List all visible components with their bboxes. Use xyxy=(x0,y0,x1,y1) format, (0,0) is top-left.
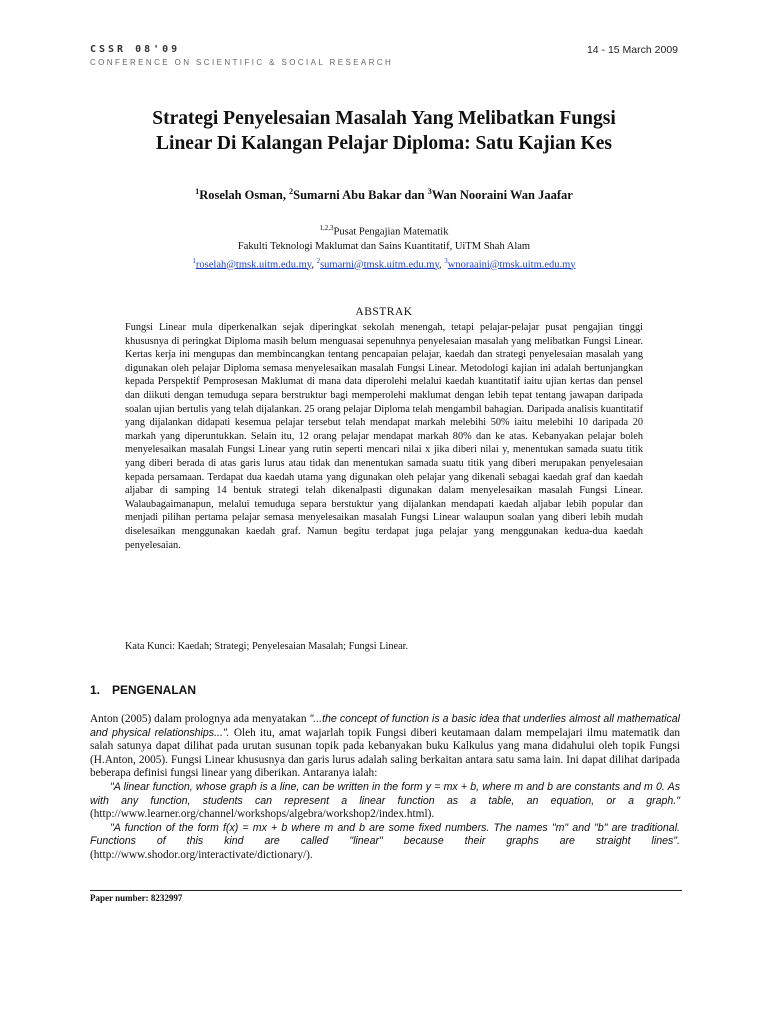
paper-number: Paper number: 8232997 xyxy=(90,893,183,903)
intro-text-a: Anton (2005) dalam prolognya ada menyatakan xyxy=(90,713,310,725)
affiliation xyxy=(90,221,678,272)
affiliation-sup: 1,2,3 xyxy=(319,224,334,232)
author-2-sup: 2 xyxy=(289,187,294,196)
intro-paragraph xyxy=(90,713,680,781)
affiliation-line-1: Pusat Pengajian Matematik xyxy=(333,226,449,238)
paper-title xyxy=(90,106,678,156)
section-number: 1. xyxy=(90,683,101,697)
email-link-3[interactable]: wnoraaini@tmsk.uitm.edu.my xyxy=(447,259,576,270)
intro-quote: "...the concept of function is a basic idea that underlies almost all mathematical and physical relationships...". xyxy=(90,713,680,739)
conference-name: CONFERENCE ON SCIENTIFIC & SOCIAL RESEARCH xyxy=(90,58,394,67)
journal-name: CSSR 08'09 xyxy=(90,44,181,55)
email-3-sup: 3 xyxy=(444,256,448,265)
section-title: PENGENALAN xyxy=(112,683,197,697)
author-list xyxy=(90,187,678,203)
definition-quote-2 xyxy=(90,822,680,863)
email-list: $^1$roselah@tmsk.uitm.edu.my, $^2$sumarni@tmsk.uitm.edu.my, $^3$wnoraaini@tmsk.uitm.edu.my xyxy=(192,256,576,270)
affiliation-line-2: Fakulti Teknologi Maklumat dan Sains Kuantitatif, UiTM Shah Alam xyxy=(237,240,531,252)
email-2-sup: 2 xyxy=(316,256,321,265)
author-1-sup: 1 xyxy=(195,187,200,196)
author-2: Sumarni Abu Bakar dan xyxy=(293,188,428,203)
quote-2-source: (http://www.shodor.org/interactivate/dictionary/). xyxy=(90,848,313,861)
definition-quote-1 xyxy=(90,781,680,822)
quote-1-text: "A linear function, whose graph is a line, can be written in the form y = mx + b, where m and b are constants and m 0. As with any function, students can represent a linear function as a table, an equation, or a graph." xyxy=(90,780,680,807)
intro-text-b: Oleh itu, amat wajarlah topik Fungsi diberi keutamaan dalam mempelajari ilmu matematik dan salah satunya dapat dilihat pada urutan susunan topik pada kebanyakan buku Kalkulus yang mana didahului oleh topik Fungsi (H.Anton, 2005). Fungsi Linear khususnya dan garis lurus adalah saling berkaitan antara satu sama lain. Ini dapat dilihat daripada beberapa definisi fungsi linear yang diberikan. Antaranya ialah: xyxy=(90,726,680,780)
author-1: Roselah Osman, xyxy=(199,188,290,203)
author-3: Wan Nooraini Wan Jaafar xyxy=(431,188,573,203)
author-3-sup: 3 xyxy=(427,187,432,196)
title-line-2: Linear Di Kalangan Pelajar Diploma: Satu Kajian Kes xyxy=(156,133,612,154)
title-line-1: Strategi Penyelesaian Masalah Yang Melibatkan Fungsi xyxy=(152,108,616,129)
email-1-sup: 1 xyxy=(192,256,196,265)
abstract-heading: ABSTRAK xyxy=(355,306,413,318)
introduction-body xyxy=(90,713,680,863)
quote-2-text: "A function of the form f(x) = mx + b where m and b are some fixed numbers. The names "m" and "b" are traditional. Functions of this kind are called "linear" because their graphs are straight lines". xyxy=(90,821,680,848)
footer-divider xyxy=(90,890,682,891)
keywords: Kata Kunci: Kaedah; Strategi; Penyelesaian Masalah; Fungsi Linear. xyxy=(125,641,409,652)
quote-1-source: (http://www.learner.org/channel/workshops/algebra/workshop2/index.html). xyxy=(90,808,435,821)
running-header xyxy=(90,44,678,58)
section-heading xyxy=(90,683,196,697)
email-link-1[interactable]: roselah@tmsk.uitm.edu.my xyxy=(195,259,312,270)
abstract-text: Fungsi Linear mula diperkenalkan sejak diperingkat sekolah menengah, tetapi pelajar-pelajar pusat pengajian tinggi khususnya di peringkat Diploma masih belum menguasai sepenuhnya penyelesaian masalah yang melibatkan Fungsi Linear. Kertas kerja ini mengupas dan membincangkan tentang pencapaian pelajar, kaedah dan strategi penyelesaian masalah yang digunakan oleh pelajar Diploma semasa menyelesaikan masalah Fungsi Linear. Metodologi kajian ini adalah bertunjangkan kepada Perspektif Pemprosesan Maklumat di mana data diperolehi melalui kaedah kuantitatif iaitu ujian kertas dan pensel dan diikuti dengan temuduga separa berstruktur bagi memperolehi maklumat dengan lebih tepat tentang jawapan daripada soalan ujian bertulis yang telah dijalankan. 25 orang pelajar Diploma telah mengambil bahagian. Daripada analisis kuantitatif yang dijalankan didapati kesemua pelajar tersebut telah mendapat markah melebihi 50% iaitu melebihi 10 daripada 20 markah yang diperuntukkan. Selain itu, 12 orang pelajar mendapat markah 80% dan ke atas. Kebanyakan pelajar boleh menyelesaikan masalah Fungsi Linear yang rutin seperti mencari nilai x jika diberi nilai y, menentukan samada suatu titik yang diberi berada di atas garis lurus atau tidak dan menentukan samada suatu titik yang diberi merupakan penyelesaian kepada persamaan. Terdapat dua kaedah utama yang digunakan oleh pelajar yang dikenali sebagai kaedah graf dan kaedah aljabar di samping 14 bentuk strategi telah dikenalpasti digunakan dalam menyelesaikan masalah Fungsi Linear. Walaubagaimanapun, melalui temuduga separa berstuktur yang dijalankan mendapati kaedah aljabar lebih popular dan menjadi pilihan pertama pelajar semasa menyelesaikan masalah Fungsi Linear walaupun soalan yang diberi lebih mudah diselesaikan menggunakan kaedah graf. Namun begitu terdapat juga pelajar yang menggunakan kedua-dua kaedah penyelesaian. xyxy=(125,322,643,551)
email-link-2[interactable]: sumarni@tmsk.uitm.edu.my xyxy=(320,259,440,270)
conference-date: 14 - 15 March 2009 xyxy=(586,44,678,56)
